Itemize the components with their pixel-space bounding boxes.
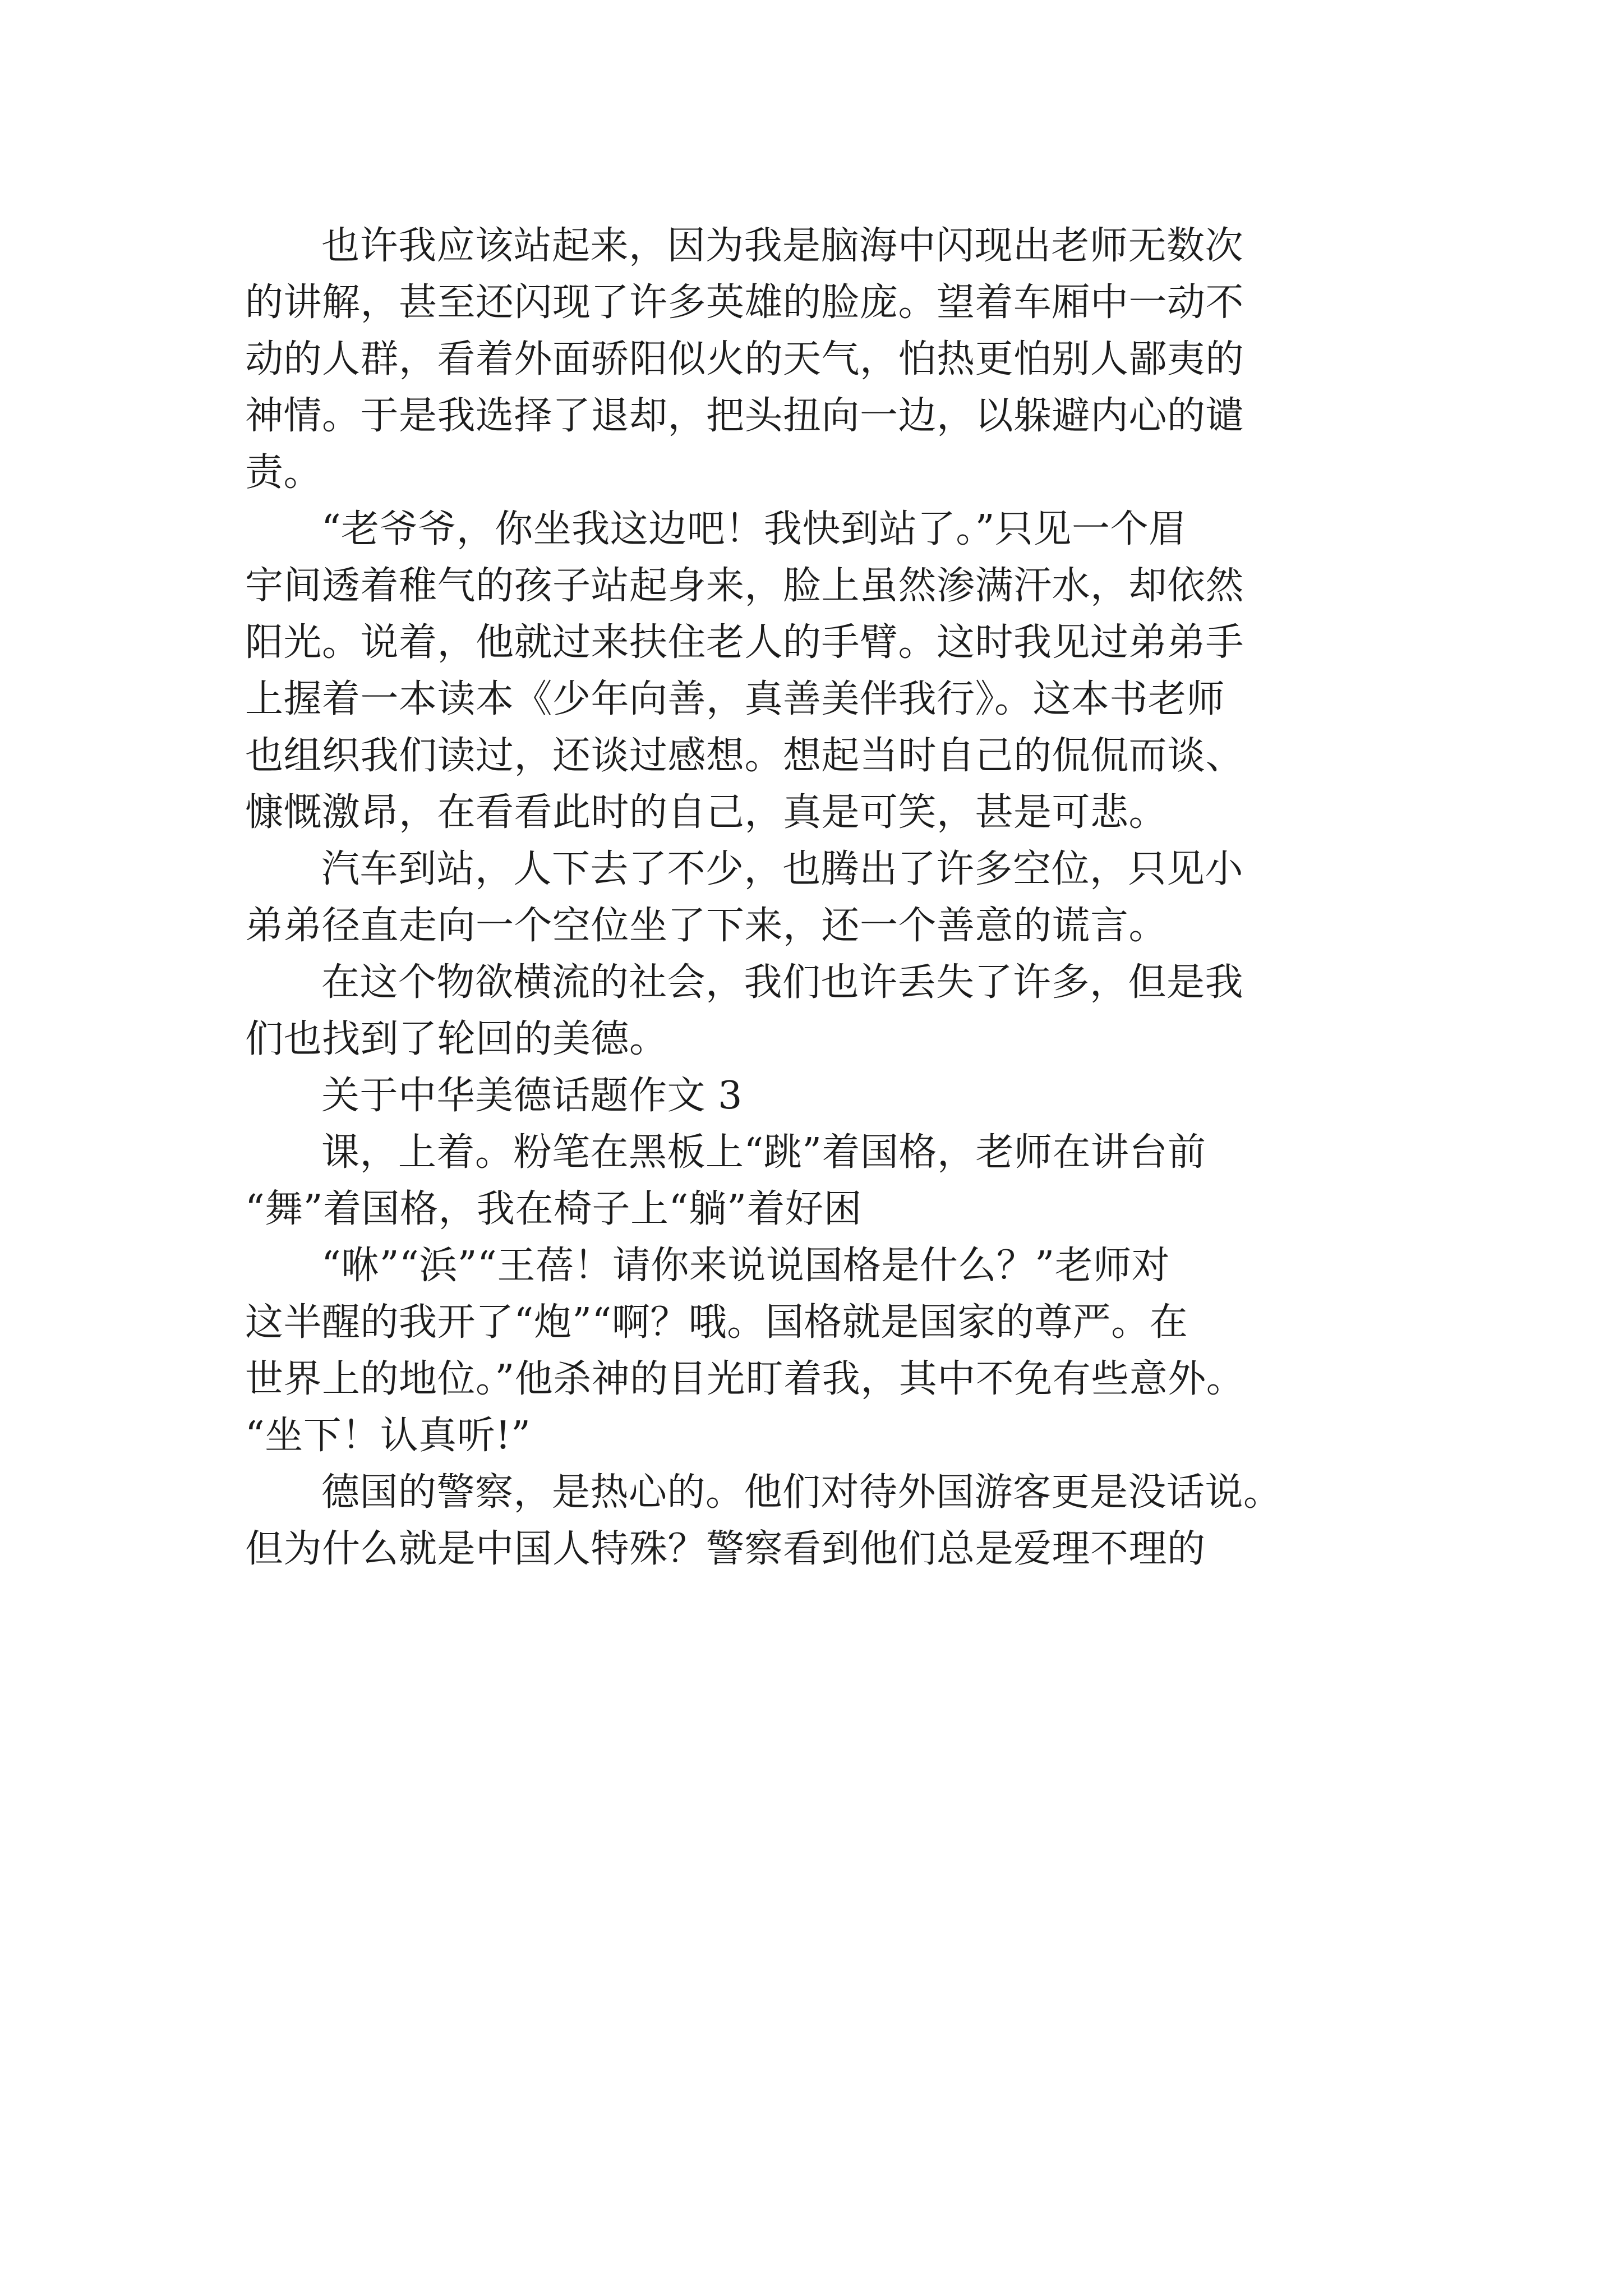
paragraph-6: “咻”“浜”“王蓓！请你来说说国格是什么？”老师对 这半醒的我开了“炮”“啊？哦。国格就是国家的尊严。在 世界上的地位。”他杀神的目光盯着我，其中不免有些意外。 “坐下！认真听!”	[245, 1244, 1245, 1458]
paragraph-3: 汽车到站，人下去了不少，也腾出了许多空位，只见小 弟弟径直走向一个空位坐了下来，还一个善意的谎言。	[245, 847, 1244, 948]
paragraph-7: 德国的警察，是热心的。他们对待外国游客更是没话说。 但为什么就是中国人特殊？警察看到他们总是爱理不理的	[245, 1470, 1282, 1571]
section-heading: 关于中华美德话题作文 3	[321, 1074, 743, 1118]
body-text	[245, 218, 1395, 1577]
paragraph-5: 课，上着。粉笔在黑板上“跳”着国格，老师在讲台前 “舞”着国格，我在椅子上“躺”着好困	[245, 1130, 1206, 1231]
paragraph-2: “老爷爷，你坐我这边吧！我快到站了。”只见一个眉 宇间透着稚气的孩子站起身来，脸上虽然渗满汗水，却依然 阳光。说着，他就过来扶住老人的手臂。这时我见过弟弟手 上握着一本读本《少年向善，真善美伴我行》。这本书老师 也组织我们读过，还谈过感想。想起当时自己的侃侃而谈、 慷慨激昂，在看看此时的自己，真是可笑，甚是可悲。	[245, 507, 1244, 835]
paragraph-4: 在这个物欲横流的社会，我们也许丢失了许多，但是我 们也找到了轮回的美德。	[245, 960, 1244, 1061]
paragraph-1: 也许我应该站起来，因为我是脑海中闪现出老师无数次 的讲解，甚至还闪现了许多英雄的脸庞。望着车厢中一动不 动的人群，看着外面骄阳似火的天气，怕热更怕别人鄙夷的 神情。于是我选择了退却，把头扭向一边，以躲避内心的谴 责。	[245, 224, 1244, 495]
